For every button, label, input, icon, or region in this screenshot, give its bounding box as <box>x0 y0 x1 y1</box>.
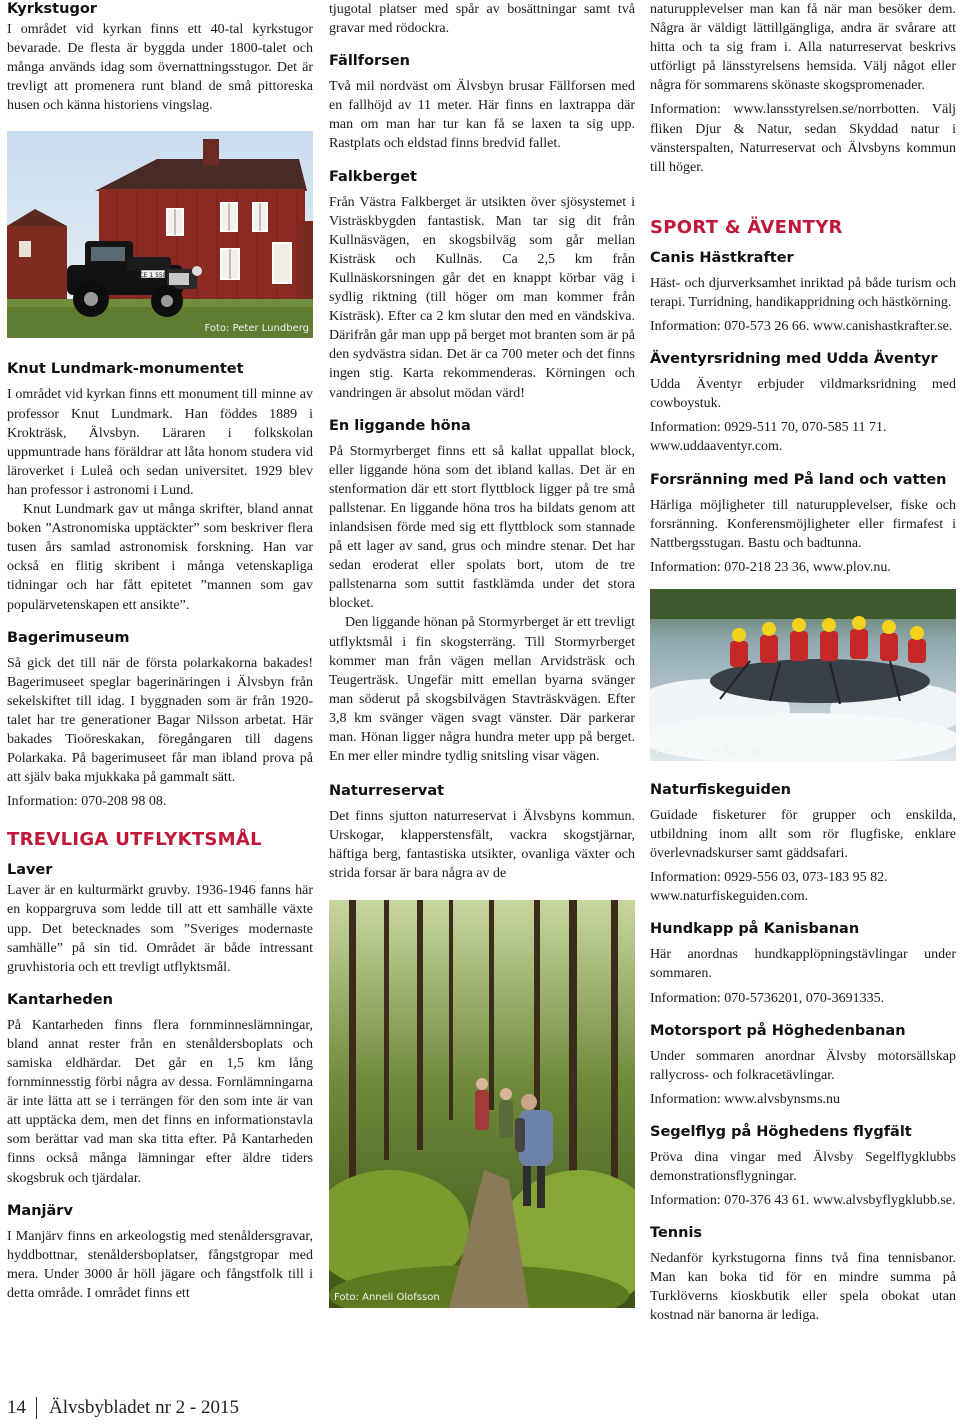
udda-info: Information: 0929-511 70, 070-585 11 71. www.uddaaventyr.com. <box>650 420 887 455</box>
udda-title: Äventyrsridning med Udda Äventyr <box>650 351 938 368</box>
page-footer <box>7 1394 239 1422</box>
motorsport-title: Motorsport på Höghedenbanan <box>650 1022 906 1039</box>
segelflyg-title: Segelflyg på Höghedens flygfält <box>650 1123 912 1140</box>
column-middle <box>329 0 635 1308</box>
forsranning-title: Forsränning med På land och vatten <box>650 471 947 488</box>
magazine-issue: Älvsbybladet nr 2 - 2015 <box>49 1397 239 1418</box>
hundkapp-title: Hundkapp på Kanisbanan <box>650 921 860 938</box>
forest-hikers-photo <box>329 900 635 1308</box>
naturreservat-title: Naturreservat <box>329 783 445 800</box>
liggande-hona-paragraph-1: På Stormyrberget finns ett så kallat uppallat block, eller liggande höna som det ibland kallas. Det är en stenformation där ett stort flyttblock ligger på tre små pallstenar. En liggande höna tros ha bildats genom att inlandsisen förde med sig ett flyttblock som stannade på ett lager av sand, grus och mindre stenar. Det har sedan eroderat eller spolats bort, utom de tre pallstenarna som suttit fastklämda under det stora blocket. <box>329 443 635 612</box>
naturreservat-info: Information: www.lansstyrelsen.se/norrbotten. Välj fliken Djur & Natur, sedan Skyddad natur i vänsterspalten, Naturreservat och Älvsbyns kommun till höger. <box>650 102 956 175</box>
manjarv-title: Manjärv <box>7 1202 73 1219</box>
section-heading-utflyktsmal: TREVLIGA UTFLYKTSMÅL <box>7 829 262 851</box>
segelflyg-text: Pröva dina vingar med Älvsby Segelflygklubbs demonstrationsflygningar. <box>650 1149 956 1184</box>
liggande-hona-paragraph-2: Den liggande hönan på Stormyrberget är ett trevligt utflyktsmål i fin skogsterräng. Till Stormyrberget kommer man från vägen mellan Arvidsträsk och Teugerträsk. Ungefär mitt emellan byarna svänger man söderut på skogsbilvägen Stavträskvägen. Efter 3,8 km svänger vägen svagt vänster. Där parkerar man. Hönan ligger några hundra meter upp på berget. En mer eller mindre tydlig snitsling visar vägen. <box>329 615 635 765</box>
fallforsen-text: Två mil nordväst om Älvsbyn brusar Fällforsen med en fallhöjd av 11 meter. Här finns en laxtrappa där man om man har tur kan få se laxen ta sig upp. Rastplats och eldstad finns bredvid fallet. <box>329 79 635 152</box>
segelflyg-info: Information: 070-376 43 61. www.alvsbyflygklubb.se. <box>650 1193 956 1209</box>
photo-credit: Foto: Anneli Olofsson <box>334 1291 440 1303</box>
bagerimuseum-info: Information: 070-208 98 08. <box>7 794 167 810</box>
photo-credit: Foto: Peter Lundberg <box>204 323 309 335</box>
red-cottage-with-vintage-car-image <box>7 131 313 338</box>
hundkapp-info: Information: 070-5736201, 070-3691335. <box>650 990 885 1006</box>
falkberget-text: Från Västra Falkberget är utsikten över sjösystemet i Visträskbygden fantastisk. Man tar sig dit från Kullnäsvägen, en skogsbilväg som går mellan Kisträsk och Kullnäs. Ca 2,5 km från Kullnäskorsningen går det en knappt körbar väg i sydlig riktning (till höger om man kommer från Kisträsk). Efter ca 2 km slutar den med en vändskiva. Därifrån går man upp på berget mot branten som är på den sydvästra sidan. Det är ca 700 meter och det finns ingen stig. Karta rekommenderas. Körningen och vandringen är absolut mödan värd! <box>329 194 635 401</box>
bagerimuseum-title: Bagerimuseum <box>7 629 130 646</box>
naturreservat-text: Det finns sjutton naturreservat i Älvsbyns kommun. Urskogar, klapperstensfält, vackra skogstjärnar, häftiga berg, fantastiska utsikter, ovanliga växter och strida forsar är bara några av de <box>329 809 635 882</box>
hundkapp-text: Här anordnas hundkapplöpningstävlingar under sommaren. <box>650 947 956 982</box>
kyrkstugor-text: I området vid kyrkan finns ett 40-tal kyrkstugor bevarade. De flesta är byggda under 1800-talet och många används idag som övernattningsstugor. Det är trevligt att promenera runt bland de små pittoreska husen och känna historiens vingslag. <box>7 22 313 114</box>
bagerimuseum-text: Så gick det till när de första polarkakorna bakades! Bagerimuseet speglar bagerinäringen i Älvsbyn från sekelskiftet till idag. I byggnaden som är från 1920-talet har tre generationer Bagar Nilsson arbetat. Här bakades Tioöreskakan, föregångaren till dagens Polarkaka. På bagerimuseet får man ibland prova på att själv baka mjukkaka på gammalt sätt. <box>7 655 313 786</box>
kantarheden-title: Kantarheden <box>7 991 113 1008</box>
laver-text: Laver är en kulturmärkt gruvby. 1936-1946 fanns här en koppargruva som ledde till att ett samhälle växte upp. Det betecknades som ”Sveriges modernaste samhälle” på sin tid. Området är både intressant gruvhistoria och ett trevligt utflyktsmål. <box>7 883 313 975</box>
church-cottage-photo <box>7 131 313 338</box>
naturfiskeguiden-info: Information: 0929-556 03, 073-183 95 82. www.naturfiskeguiden.com. <box>650 870 888 905</box>
tennis-title: Tennis <box>650 1225 703 1242</box>
kantarheden-text: På Kantarheden finns flera fornminneslämningar, bland annat rester från en stenåldersboplats och samiska eldhärdar. Det går en 1,5 km lång fornminnesstig förbi några av dessa. Fornlämningarna är inte lätta att se i terrängen för den som inte är van att upptäcka dem, men det finns en informationstavla som berättar vad man ska titta efter. På Kantarheden finns också många lämningar efter äldre tiders skogsbruk och tjärdalar. <box>7 1017 313 1186</box>
page-number: 14 <box>7 1397 37 1419</box>
liggande-hona-title: En liggande höna <box>329 417 471 434</box>
car-license-plate: CE 1 558 <box>139 272 167 280</box>
rafting-photo <box>650 589 956 761</box>
lundmark-paragraph-1: I området vid kyrkan finns ett monument till minne av professor Knut Lundmark. Han föddes 1889 i Krokträsk, Älvsbyn. Läraren i folkskolan uppmuntrade hans föräldrar att låta honom studera vid läroverket i Luleå och sedan universitet. 1929 blev han professor i astronomi i Lund. <box>7 387 313 498</box>
section-heading-sport: SPORT & ÄVENTYR <box>650 216 843 238</box>
intro-text-right: naturupplevelser man kan få när man besöker dem. Några är väldigt lättillgängliga, andra är svårare att hitta och ta sig fram i. Alla naturreservat beskrivs utförligt på länsstyrelsens hemsida. Välj något eller några för sommarens skönaste skogspromenader. <box>650 2 956 94</box>
column-left <box>7 0 313 1303</box>
canis-text: Häst- och djurverksamhet inriktad på både turism och terapi. Turridning, handikappridning och hästkörning. <box>650 275 956 310</box>
canis-title: Canis Hästkrafter <box>650 249 794 266</box>
tennis-text: Nedanför kyrkstugorna finns två fina tennisbanor. Man kan boka tid för en mindre summa på Turklöverns kioskbutik eller spela obokat utan kostnad när banorna är lediga. <box>650 1251 956 1324</box>
kyrkstugor-title: Kyrkstugor <box>7 1 97 17</box>
fallforsen-title: Fällforsen <box>329 53 410 70</box>
forsranning-info: Information: 070-218 23 36, www.plov.nu. <box>650 559 891 575</box>
motorsport-info: Information: www.alvsbynsms.nu <box>650 1091 841 1107</box>
forsranning-text: Härliga möjligheter till naturupplevelser, fiske och forsränning. Konferensmöjligheter eller firmafest i Nattbergsstugan. Bastu och badtunna. <box>650 497 956 551</box>
naturfiskeguiden-title: Naturfiskeguiden <box>650 781 791 798</box>
canis-info: Information: 070-573 26 66. www.canishastkrafter.se. <box>650 319 953 335</box>
intro-text-middle: tjugotal platser med spår av bosättningar samt två gravar med rödockra. <box>329 2 635 37</box>
forest-trail-hikers-image <box>329 900 635 1308</box>
manjarv-text: I Manjärv finns en arkeologstig med stenåldersgravar, hyddbottnar, stenåldersboplatser, fångstgropar med mera. Under 3000 år höll jägare och fångstfolk till i detta område. I området finns ett <box>7 1228 313 1301</box>
whitewater-rafting-image <box>650 589 956 761</box>
udda-text: Udda Äventyr erbjuder vildmarksridning med cowboystuk. <box>650 377 956 412</box>
falkberget-title: Falkberget <box>329 168 417 185</box>
column-right <box>650 0 956 1326</box>
lundmark-paragraph-2: Knut Lundmark gav ut många skrifter, bland annat boken ”Astronomiska upptäckter” som beskriver flera tusen års samlad astronomisk forskning. Han var också en flitig skribent i många vetenskapliga tidningar och har fått epitetet ”mannen som gav populärvetenskapen ett ansikte”. <box>7 502 313 613</box>
motorsport-text: Under sommaren anordnar Älvsby motorsällskap rallycross- och folkracetävlingar. <box>650 1048 956 1083</box>
lundmark-title: Knut Lundmark-monumentet <box>7 361 244 378</box>
naturfiskeguiden-text: Guidade fisketurer för grupper och enskilda, utbildning inom allt som rör flugfiske, enklare överlevnadskurser samt gäddsafari. <box>650 807 956 862</box>
laver-title: Laver <box>7 862 53 879</box>
photo-credit: Foto: Victoria Karrman <box>655 745 767 757</box>
